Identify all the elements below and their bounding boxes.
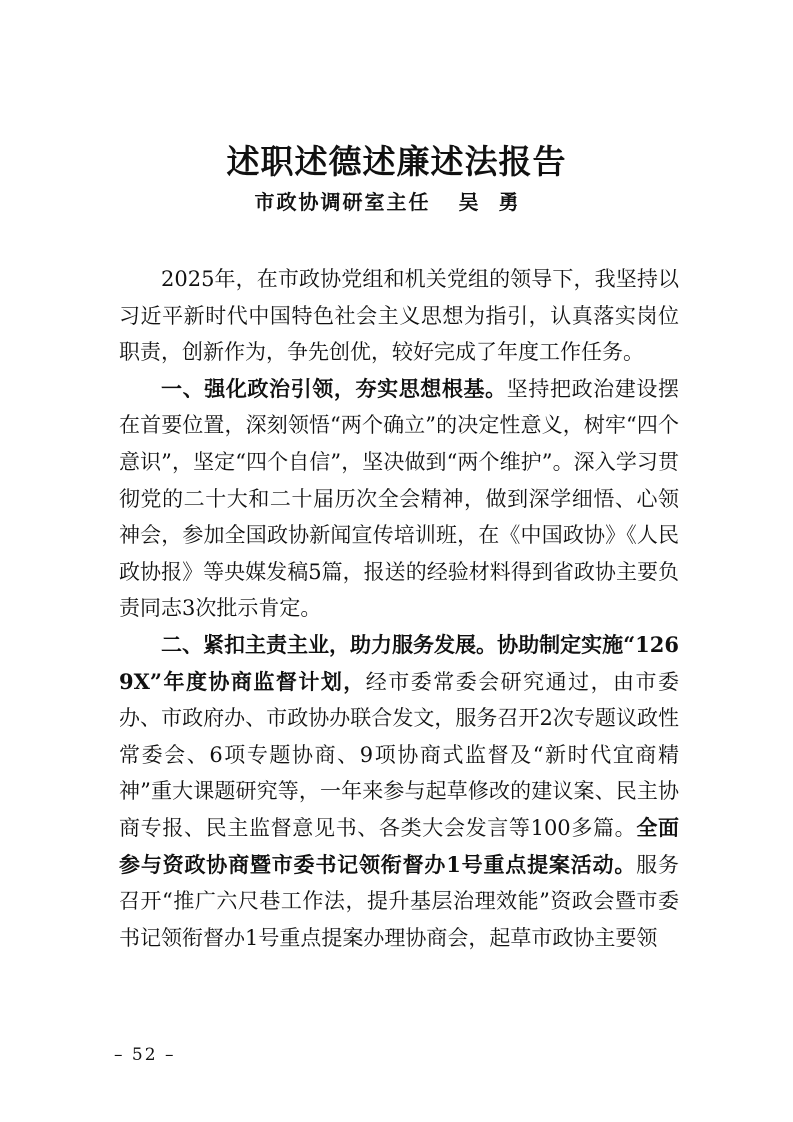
author-name: 吴勇 xyxy=(458,190,539,214)
author-position: 市政协调研室主任 xyxy=(254,190,431,214)
report-subtitle xyxy=(0,186,793,215)
paragraph-intro xyxy=(119,261,679,371)
report-body xyxy=(119,261,679,956)
section-heading: 一、强化政治引领，夯实思想根基。 xyxy=(161,375,507,401)
section-heading: 二、紧扣主责主业，助力服务发展。 xyxy=(161,631,498,657)
page-number: – 52 – xyxy=(114,1045,176,1065)
paragraph-section-2 xyxy=(119,627,679,956)
paragraph-text: 坚持把政治建设摆在首要位置，深刻领悟“两个确立”的决定性意义，树牢“四个意识”，坚定“四个自信”，坚决做到“两个维护”。深入学习贯彻党的二十大和二十届历次全会精神，做到深学细悟、心领神会，参加全国政协新闻宣传培训班，在《中国政协》《人民政协报》等央媒发稿5篇，报送的经验材料得到省政协主要负责同志3次批示肯定。 xyxy=(119,376,680,621)
paragraph-section-1 xyxy=(119,371,679,627)
paragraph-text: 2025年，在市政协党组和机关党组的领导下，我坚持以习近平新时代中国特色社会主义思想为指引，认真落实岗位职责，创新作为，争先创优，较好完成了年度工作任务。 xyxy=(119,267,679,365)
paragraph-text: 经市委常委会研究通过，由市委办、市政府办、市政协办联合发文，服务召开2次专题议政性常委会、6项专题协商、9项协商式监督及“新时代宜商精神”重大课题研究等，一年来参与起草修改的建议案、民主协商专报、民主监督意见书、各类大会发言等100多篇。 xyxy=(119,669,680,840)
highlight-text: 全面参与资政协商暨市委书记领衔督办1号重点提案活动。 xyxy=(119,814,679,877)
paragraph-text: 服务召开“推广六尺巷工作法，提升基层治理效能”资政会暨市委书记领衔督办1号重点提案办理协商会，起草市政协主要领 xyxy=(119,852,679,950)
highlight-text: 协助制定实施“1269X”年度协商监督计划， xyxy=(119,631,679,694)
report-title: 述职述德述廉述法报告 xyxy=(226,142,567,181)
